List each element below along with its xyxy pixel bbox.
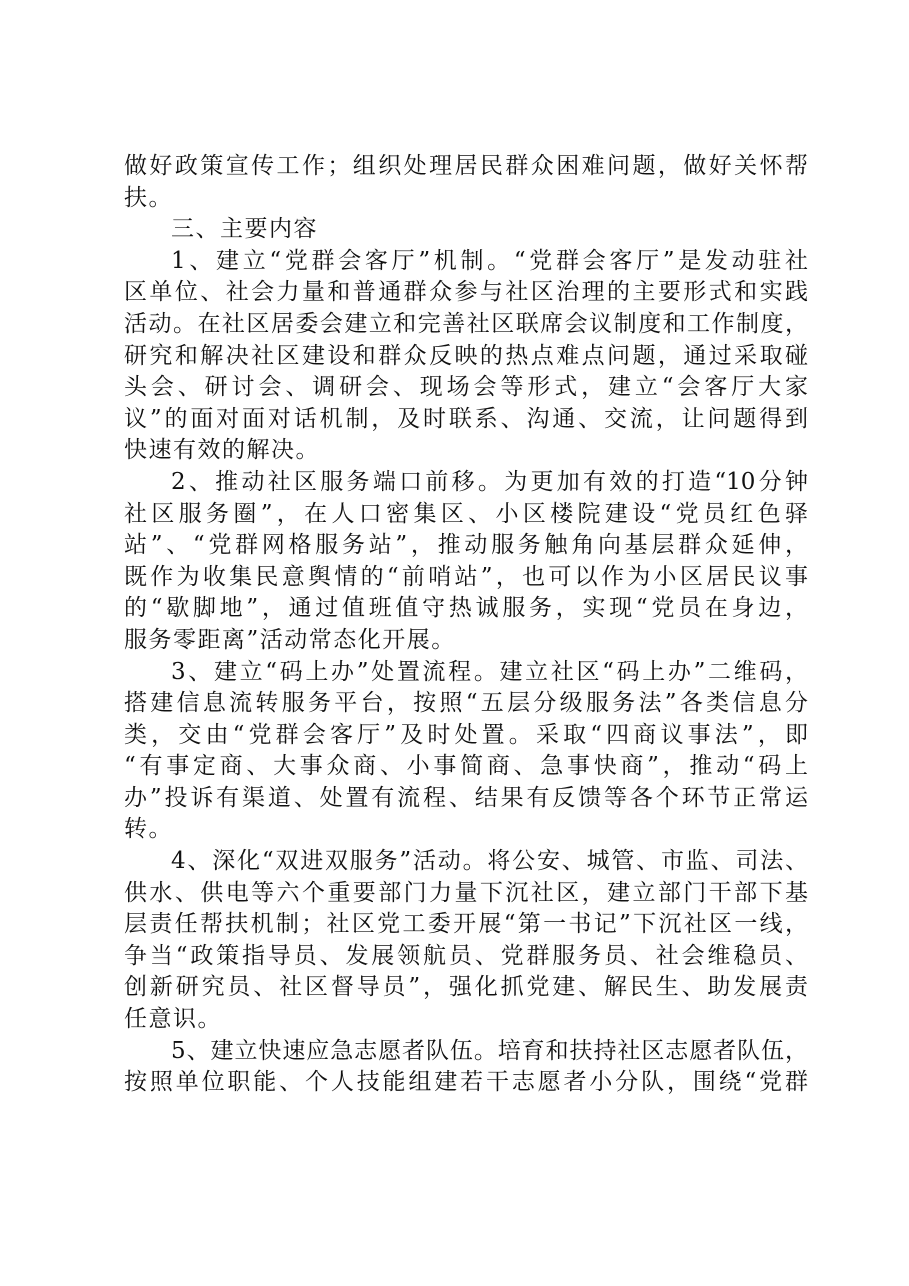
text-line: 办”投诉有渠道、处置有流程、结果有反馈等各个环节正常运	[124, 784, 808, 811]
text-line: 4、深化“双进双服务”活动。将公安、城管、市监、司法、	[171, 848, 808, 875]
text-line: 做好政策宣传工作；组织处理居民群众困难问题，做好关怀帮	[124, 153, 808, 179]
document-body	[124, 151, 808, 1099]
text-line: 研究和解决社区建设和群众反映的热点难点问题，通过采取碰	[124, 342, 808, 369]
text-line: 3、建立“码上办”处置流程。建立社区“码上办”二维码，	[171, 658, 808, 685]
text-line: 社区服务圈”，在人口密集区、小区楼院建设“党员红色驿	[124, 500, 808, 527]
text-line: 服务零距离”活动常态化开展。	[124, 626, 456, 653]
text-line: 转。	[124, 816, 173, 843]
text-line: 区单位、社会力量和普通群众参与社区治理的主要形式和实践	[124, 279, 808, 306]
text-line: 5、建立快速应急志愿者队伍。培育和扶持社区志愿者队伍，	[171, 1037, 808, 1064]
text-line: 三、主要内容	[171, 216, 318, 243]
text-line: 头会、研讨会、调研会、现场会等形式，建立“会客厅大家	[124, 374, 808, 401]
text-line: 争当“政策指导员、发展领航员、党群服务员、社会维稳员、	[124, 942, 808, 969]
text-line: 任意识。	[124, 1006, 222, 1033]
text-line: 活动。在社区居委会建立和完善社区联席会议制度和工作制度，	[124, 310, 808, 337]
text-line: 的“歇脚地”，通过值班值守热诚服务，实现“党员在身边，	[124, 595, 808, 622]
text-line: 1、建立“党群会客厅”机制。“党群会客厅”是发动驻社	[171, 247, 808, 274]
text-line: 按照单位职能、个人技能组建若干志愿者小分队，围绕“党群	[124, 1069, 808, 1096]
text-line: 供水、供电等六个重要部门力量下沉社区，建立部门干部下基	[124, 879, 808, 906]
text-line: 2、推动社区服务端口前移。为更加有效的打造“10分钟	[171, 468, 808, 495]
text-line: 创新研究员、社区督导员”，强化抓党建、解民生、助发展责	[124, 974, 808, 1001]
text-line: 层责任帮扶机制；社区党工委开展“第一书记”下沉社区一线，	[124, 911, 808, 938]
text-line: 类，交由“党群会客厅”及时处置。采取“四商议事法”，即	[124, 721, 808, 748]
text-line: 既作为收集民意舆情的“前哨站”，也可以作为小区居民议事	[124, 563, 808, 590]
text-line: 快速有效的解决。	[124, 437, 320, 464]
text-line: 议”的面对面对话机制，及时联系、沟通、交流，让问题得到	[124, 405, 808, 432]
text-line: 扶。	[124, 184, 173, 211]
text-line: 搭建信息流转服务平台，按照“五层分级服务法”各类信息分	[124, 690, 808, 717]
text-line: “有事定商、大事众商、小事简商、急事快商”，推动“码上	[124, 753, 808, 780]
text-line: 站”、“党群网格服务站”，推动服务触角向基层群众延伸，	[124, 532, 808, 559]
